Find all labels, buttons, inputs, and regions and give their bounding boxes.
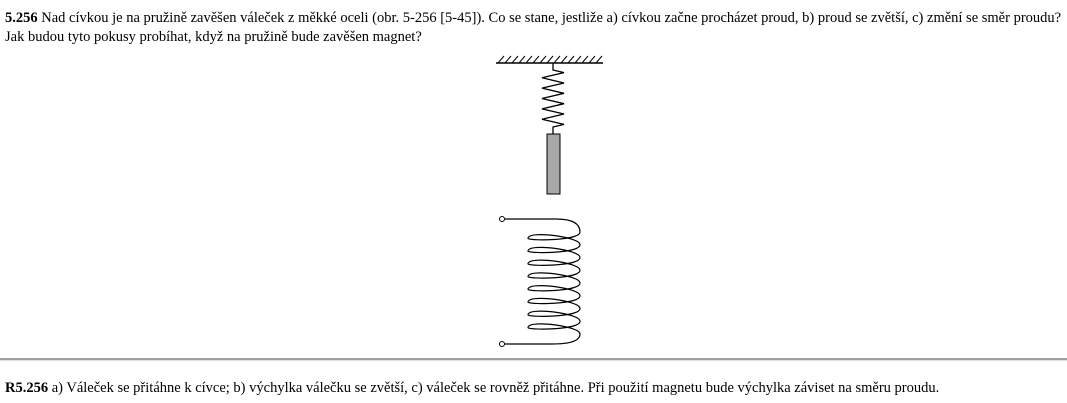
coil — [500, 217, 581, 347]
hatch-line — [589, 56, 595, 63]
ceiling-mount — [496, 56, 603, 63]
answer-body: a) Váleček se přitáhne k cívce; b) výchylka válečku se zvětší, c) váleček se rovněž přitáhne. Při použití magnetu bude výchylka záviset na směru proudu. — [48, 380, 940, 396]
section-divider — [0, 358, 1067, 361]
hatch-line — [596, 56, 602, 63]
coil-windings — [528, 219, 580, 344]
hatch-line — [519, 56, 525, 63]
hatch-line — [512, 56, 518, 63]
hatch-line — [498, 56, 504, 63]
coil-terminal-top — [500, 217, 505, 222]
hatch-line — [561, 56, 567, 63]
answer-text — [5, 379, 1063, 398]
hatch-line — [554, 56, 560, 63]
steel-cylinder — [547, 134, 560, 194]
spring — [542, 63, 564, 134]
hatch-line — [582, 56, 588, 63]
problem-body: Nad cívkou je na pružině zavěšen váleček z měkké oceli (obr. 5-256 [5-45]). Co se stane, jestliže a) cívkou začne procházet proud, b) proud se zvětší, c) změní se směr proudu? Jak budou tyto pokusy probíhat, když na pružině bude zavěšen magnet? — [5, 10, 1062, 45]
hatch-line — [568, 56, 574, 63]
hatch-line — [533, 56, 539, 63]
problem-number: 5.256 — [5, 10, 38, 26]
hatch-line — [540, 56, 546, 63]
hatch-line — [526, 56, 532, 63]
answer-number: R5.256 — [5, 380, 49, 396]
hatch-line — [547, 56, 553, 63]
hatch-line — [575, 56, 581, 63]
coil-terminal-bottom — [500, 342, 505, 347]
ceiling-hatching — [498, 56, 602, 63]
hatch-line — [505, 56, 511, 63]
